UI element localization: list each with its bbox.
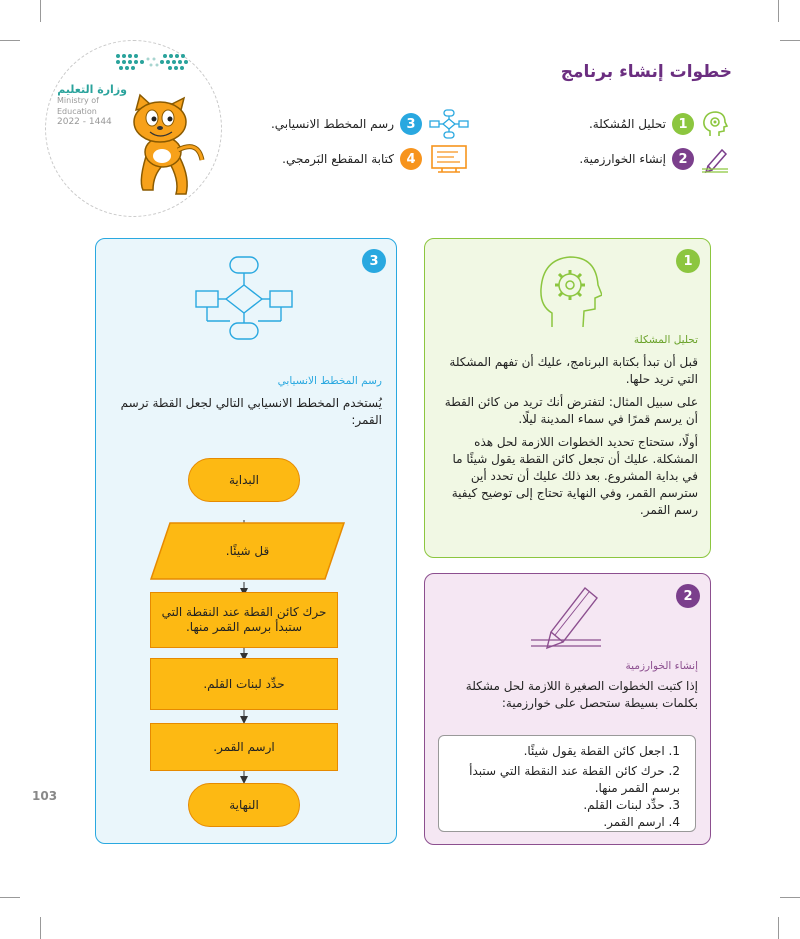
panel-analysis (424, 238, 711, 558)
panel-number: 3 (362, 249, 386, 273)
panel-subheading: إنشاء الخوارزمية (625, 660, 698, 672)
step-algorithm (579, 145, 730, 173)
flow-move: حرك كائن القطة عند النقطة التي ستبدأ برسم القمر منها. (150, 592, 338, 648)
crop-mark (778, 917, 779, 939)
flow-end: النهاية (188, 783, 300, 827)
ministry-arabic: وزارة التعليم (57, 83, 127, 96)
ministry-label (57, 84, 127, 128)
step-code (282, 145, 470, 173)
list-item: 1. اجعل كائن القطة يقول شيئًا. (523, 744, 680, 758)
panel-subheading: تحليل المشكلة (633, 334, 698, 346)
paragraph: أولًا، ستحتاج تحديد الخطوات اللازمة لحل هذه المشكلة. عليك أن تجعل كائن القطة يقول شيئًا ما في بداية المشروع. بعد ذلك عليك أن تحدد أين سترسم القمر، وفي النهاية تحتاج إلى توضيح كيفية رسم القمر. (451, 435, 698, 517)
paragraph: قبل أن تبدأ بكتابة البرنامج، عليك أن تفهم المشكلة التي تريد حلها. (449, 355, 698, 386)
list-item: 2. حرك كائن القطة عند النقطة التي ستبدأ برسم القمر منها. (469, 764, 680, 795)
step-number: 1 (672, 113, 694, 135)
pencil-icon (700, 144, 730, 174)
panel-body (436, 354, 698, 525)
panel-subheading: رسم المخطط الانسيابي (277, 375, 382, 387)
pencil-icon (525, 582, 605, 654)
crop-mark (780, 897, 800, 898)
panel-body (114, 395, 382, 435)
flow-start: البداية (188, 458, 300, 502)
algorithm-list (438, 735, 696, 832)
flow-draw: ارسم القمر. (150, 723, 338, 771)
crop-mark (0, 897, 20, 898)
crop-mark (778, 0, 779, 22)
step-label: إنشاء الخوارزمية. (579, 152, 666, 166)
flow-say: قل شيئًا. (225, 543, 270, 558)
step-analysis (589, 110, 730, 138)
ministry-year: 2022 - 1444 (57, 117, 112, 127)
step-label: تحليل المُشكلة. (588, 117, 666, 131)
step-label: رسم المخطط الانسيابي. (270, 117, 394, 131)
ministry-english: Ministry of Education (57, 96, 99, 116)
scratch-cat-icon (118, 90, 208, 200)
paragraph: يُستخدم المخطط الانسيابي التالي لجعل القطة ترسم القمر: (120, 396, 382, 427)
step-number: 3 (400, 113, 422, 135)
ministry-logo-dots-icon (110, 50, 205, 78)
head-gear-icon (538, 253, 602, 331)
page-number: 103 (32, 789, 58, 803)
flowchart-icon (194, 255, 294, 343)
step-flowchart (271, 110, 470, 138)
flowchart-icon (428, 109, 470, 139)
paragraph: على سبيل المثال: لتفترض أنك تريد من كائن القطة أن يرسم قمرًا في سماء المدينة ليلًا. (444, 395, 698, 426)
paragraph: إذا كتبت الخطوات الصغيرة اللازمة لحل مشكلة بكلمات بسيطة ستحصل على خوارزمية: (465, 679, 698, 710)
list-item: 3. حدِّد لبنات القلم. (583, 798, 680, 812)
panel-number: 1 (676, 249, 700, 273)
crop-mark (40, 917, 41, 939)
step-number: 4 (400, 148, 422, 170)
panel-number: 2 (676, 584, 700, 608)
crop-mark (40, 0, 41, 22)
head-gear-icon (700, 109, 730, 139)
step-label: كتابة المقطع البَرمجي. (282, 152, 394, 166)
flow-pen: حدِّد لبنات القلم. (150, 658, 338, 710)
crop-mark (0, 40, 20, 41)
step-number: 2 (672, 148, 694, 170)
panel-body (436, 678, 698, 718)
crop-mark (780, 40, 800, 41)
monitor-code-icon (428, 144, 470, 174)
page-title: خطوات إنشاء برنامج (560, 62, 732, 82)
list-item: 4. ارسم القمر. (603, 815, 680, 829)
